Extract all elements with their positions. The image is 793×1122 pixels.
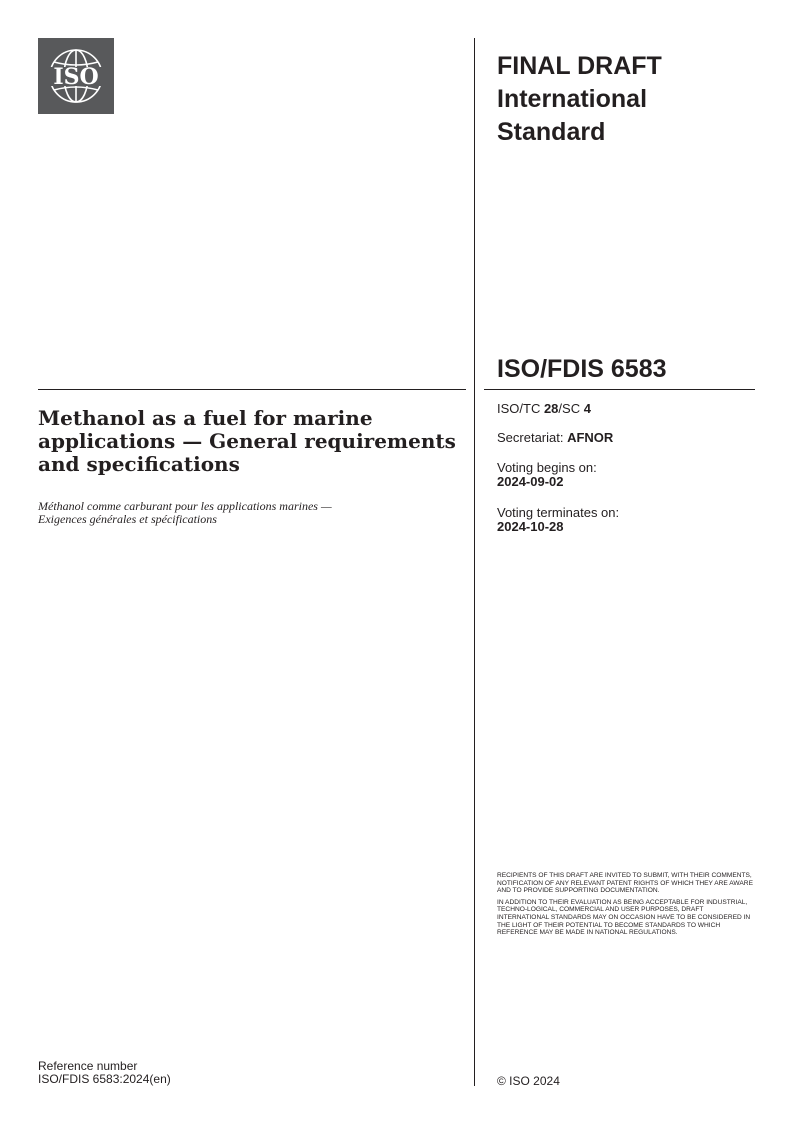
document-number: ISO/FDIS 6583 (497, 355, 667, 383)
voting-begins (497, 461, 757, 489)
notice-paragraph-2: IN ADDITION TO THEIR EVALUATION AS BEING ACCEPTABLE FOR INDUSTRIAL, TECHNO-LOGICAL, COMMERCIAL AND USER PURPOSES, DRAFT INTERNATIONAL STANDARDS MAY ON OCCASION HAVE TO BE CONSIDERED IN THE LIGHT OF THEIR POTENTIAL TO BECOME STANDARDS TO WHICH REFERENCE MAY BE MADE IN NATIONAL REGULATIONS. (497, 898, 751, 937)
title-french (38, 500, 458, 526)
sc-prefix: /SC (558, 401, 584, 416)
title-english: Methanol as a fuel for marine applications — General requirements and specifications (38, 406, 456, 476)
doc-type-line3: Standard (497, 118, 606, 146)
secretariat (497, 431, 757, 445)
copyright: © ISO 2024 (497, 1074, 560, 1088)
secretariat-label: Secretariat: (497, 430, 568, 445)
reference-value: ISO/FDIS 6583:2024(en) (38, 1072, 171, 1086)
sc-number: 4 (583, 401, 591, 416)
logo-text: ISO (53, 64, 99, 90)
tc-number: 28 (543, 401, 559, 416)
notice-paragraph-1: RECIPIENTS OF THIS DRAFT ARE INVITED TO SUBMIT, WITH THEIR COMMENTS, NOTIFICATION OF ANY RELEVANT PATENT RIGHTS OF WHICH THEY ARE AWARE AND TO PROVIDE SUPPORTING DOCUMENTATION. (497, 872, 753, 895)
doc-type-line2: International (497, 85, 648, 113)
voting-begins-date: 2024-09-02 (497, 474, 564, 489)
reference-number (38, 1060, 171, 1086)
tc-prefix: ISO/TC (497, 401, 544, 416)
horizontal-divider-left (38, 389, 466, 390)
voting-terminates-label: Voting terminates on: (497, 505, 620, 520)
vertical-divider (474, 38, 475, 1086)
secretariat-value: AFNOR (567, 430, 614, 445)
voting-terminates-date: 2024-10-28 (497, 519, 564, 534)
doc-type-line1: FINAL DRAFT (497, 52, 662, 80)
title-fr-line2: Exigences générales et spécifications (38, 512, 217, 526)
document-type (497, 50, 757, 149)
iso-globe-logo-icon (38, 38, 114, 114)
committee (497, 402, 757, 416)
voting-terminates (497, 506, 757, 534)
iso-logo (38, 38, 114, 114)
draft-notice (497, 872, 755, 941)
horizontal-divider-right (484, 389, 755, 390)
voting-begins-label: Voting begins on: (497, 460, 597, 475)
reference-label: Reference number (38, 1059, 138, 1073)
title-fr-line1: Méthanol comme carburant pour les applications marines — (38, 499, 332, 513)
